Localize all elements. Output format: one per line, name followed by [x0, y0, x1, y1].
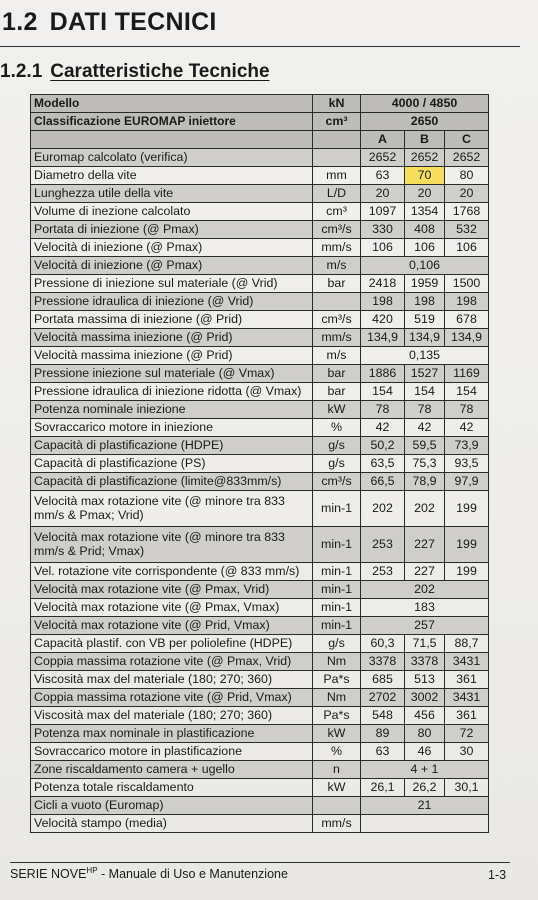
- row-label: Capacità di plastificazione (limite@833mm/s): [31, 473, 313, 491]
- row-value-a: 63: [361, 743, 405, 761]
- row-unit: Pa*s: [313, 707, 361, 725]
- row-label: Velocità max rotazione vite (@ Pmax, Vmax): [31, 599, 313, 617]
- model-unit: kN: [313, 95, 361, 113]
- row-unit: m/s: [313, 347, 361, 365]
- row-value-b: 1959: [405, 275, 445, 293]
- table-row: [31, 401, 489, 419]
- row-unit: cm³/s: [313, 473, 361, 491]
- row-value-c: 3431: [445, 653, 489, 671]
- row-value-c: 1768: [445, 203, 489, 221]
- row-value-a: 1097: [361, 203, 405, 221]
- column-c-header: C: [445, 131, 489, 149]
- row-unit: min-1: [313, 599, 361, 617]
- row-value-a: 198: [361, 293, 405, 311]
- row-value-a: 106: [361, 239, 405, 257]
- table-row: [31, 815, 489, 833]
- row-unit: n: [313, 761, 361, 779]
- row-value-c: 1500: [445, 275, 489, 293]
- row-value-b: 80: [405, 725, 445, 743]
- row-value-c: 88,7: [445, 635, 489, 653]
- row-value-c: 361: [445, 707, 489, 725]
- row-label: Potenza totale riscaldamento: [31, 779, 313, 797]
- row-value-b: 3002: [405, 689, 445, 707]
- table-row: [31, 329, 489, 347]
- row-value-a: 330: [361, 221, 405, 239]
- table-row: [31, 671, 489, 689]
- table-row: [31, 707, 489, 725]
- table-row: [31, 581, 489, 599]
- row-value-a: 78: [361, 401, 405, 419]
- table-row: [31, 347, 489, 365]
- row-value-span: 0,106: [361, 257, 489, 275]
- row-value-a: 685: [361, 671, 405, 689]
- row-value-a: 26,1: [361, 779, 405, 797]
- model-value: 4000 / 4850: [361, 95, 489, 113]
- row-label: Portata di iniezione (@ Pmax): [31, 221, 313, 239]
- row-label: Viscosità max del materiale (180; 270; 360): [31, 671, 313, 689]
- row-value-c: 93,5: [445, 455, 489, 473]
- row-value-span: 202: [361, 581, 489, 599]
- classification-unit: cm³: [313, 113, 361, 131]
- row-unit: [313, 293, 361, 311]
- technical-data-table: [30, 94, 489, 833]
- section-title: DATI TECNICI: [49, 8, 217, 36]
- row-value-c: 30: [445, 743, 489, 761]
- row-value-a: 154: [361, 383, 405, 401]
- row-value-c: 199: [445, 527, 489, 563]
- row-label: Cicli a vuoto (Euromap): [31, 797, 313, 815]
- row-unit: Nm: [313, 689, 361, 707]
- row-value-a: 89: [361, 725, 405, 743]
- table-row: [31, 365, 489, 383]
- row-value-c: 361: [445, 671, 489, 689]
- row-unit: [313, 149, 361, 167]
- table-row: [31, 725, 489, 743]
- table-row: [31, 635, 489, 653]
- row-unit: cm³/s: [313, 221, 361, 239]
- row-unit: min-1: [313, 581, 361, 599]
- section-number: 1.2: [2, 8, 38, 36]
- row-label: Pressione idraulica di iniezione ridotta (@ Vmax): [31, 383, 313, 401]
- row-label: Velocità massima iniezione (@ Prid): [31, 329, 313, 347]
- row-unit: mm/s: [313, 815, 361, 833]
- row-value-a: 60,3: [361, 635, 405, 653]
- model-label: Modello: [31, 95, 313, 113]
- row-label: Velocità max rotazione vite (@ minore tra 833 mm/s & Prid; Vmax): [31, 527, 313, 563]
- row-value-c: 532: [445, 221, 489, 239]
- row-value-span: 257: [361, 617, 489, 635]
- table-row: [31, 239, 489, 257]
- row-label: Velocità max rotazione vite (@ minore tra 833 mm/s & Pmax; Vrid): [31, 491, 313, 527]
- subsection-heading: [0, 61, 270, 83]
- table-row: [31, 311, 489, 329]
- row-value-b: 198: [405, 293, 445, 311]
- table-row: [31, 689, 489, 707]
- row-value-c: 3431: [445, 689, 489, 707]
- row-value-a: 66,5: [361, 473, 405, 491]
- row-label: Coppia massima rotazione vite (@ Pmax, Vrid): [31, 653, 313, 671]
- series-name: SERIE NOVE: [10, 867, 87, 882]
- row-value-c: 42: [445, 419, 489, 437]
- row-value-b: 71,5: [405, 635, 445, 653]
- table-row: [31, 779, 489, 797]
- row-label: Capacità di plastificazione (PS): [31, 455, 313, 473]
- row-value-c: 2652: [445, 149, 489, 167]
- row-label: Zone riscaldamento camera + ugello: [31, 761, 313, 779]
- table-row: [31, 761, 489, 779]
- row-label: Volume di inezione calcolato: [31, 203, 313, 221]
- row-value-b: 59,5: [405, 437, 445, 455]
- row-value-b: 202: [405, 491, 445, 527]
- row-value-a: 548: [361, 707, 405, 725]
- row-value-b: 3378: [405, 653, 445, 671]
- row-value-b: 227: [405, 563, 445, 581]
- row-unit: mm/s: [313, 329, 361, 347]
- row-value-a: 202: [361, 491, 405, 527]
- table-row: [31, 149, 489, 167]
- row-value-c: 199: [445, 491, 489, 527]
- row-unit: L/D: [313, 185, 361, 203]
- table-row: [31, 221, 489, 239]
- row-value-a: 3378: [361, 653, 405, 671]
- row-value-b: 456: [405, 707, 445, 725]
- row-label: Coppia massima rotazione vite (@ Prid, Vmax): [31, 689, 313, 707]
- row-unit: min-1: [313, 563, 361, 581]
- row-unit: cm³/s: [313, 311, 361, 329]
- row-label: Viscosità max del materiale (180; 270; 360): [31, 707, 313, 725]
- table-row: [31, 563, 489, 581]
- table-row: [31, 257, 489, 275]
- column-a-header: A: [361, 131, 405, 149]
- row-value-a: 63: [361, 167, 405, 185]
- row-label: Pressione idraulica di iniezione (@ Vrid): [31, 293, 313, 311]
- row-value-c: 106: [445, 239, 489, 257]
- table-row: [31, 527, 489, 563]
- row-unit: bar: [313, 365, 361, 383]
- table-row: [31, 275, 489, 293]
- row-value-c: 678: [445, 311, 489, 329]
- row-label: Potenza max nominale in plastificazione: [31, 725, 313, 743]
- row-label: Sovraccarico motore in iniezione: [31, 419, 313, 437]
- row-value-b: 1527: [405, 365, 445, 383]
- row-value-a: 63,5: [361, 455, 405, 473]
- row-value-a: 2702: [361, 689, 405, 707]
- table-row: [31, 653, 489, 671]
- row-value-a: 420: [361, 311, 405, 329]
- row-label: Velocità stampo (media): [31, 815, 313, 833]
- table-row: [31, 617, 489, 635]
- technical-data-body: [31, 95, 489, 833]
- row-value-span: 0,135: [361, 347, 489, 365]
- row-value-b: 513: [405, 671, 445, 689]
- row-value-a: 2418: [361, 275, 405, 293]
- row-value-span: 183: [361, 599, 489, 617]
- row-unit: g/s: [313, 635, 361, 653]
- row-value-a: 253: [361, 527, 405, 563]
- row-value-c: 80: [445, 167, 489, 185]
- row-unit: m/s: [313, 257, 361, 275]
- row-value-b: 42: [405, 419, 445, 437]
- row-value-b: 1354: [405, 203, 445, 221]
- table-row: [31, 455, 489, 473]
- row-label: Portata massima di iniezione (@ Prid): [31, 311, 313, 329]
- row-label: Velocità max rotazione vite (@ Prid, Vmax): [31, 617, 313, 635]
- row-value-a: 42: [361, 419, 405, 437]
- row-label: Pressione iniezione sul materiale (@ Vmax): [31, 365, 313, 383]
- page-number: 1-3: [488, 868, 507, 882]
- row-value-b: 227: [405, 527, 445, 563]
- row-unit: bar: [313, 275, 361, 293]
- row-value-b: 2652: [405, 149, 445, 167]
- row-value-a: 20: [361, 185, 405, 203]
- table-row: [31, 293, 489, 311]
- row-unit: mm/s: [313, 239, 361, 257]
- row-unit: kW: [313, 401, 361, 419]
- row-unit: min-1: [313, 491, 361, 527]
- row-value-a: 253: [361, 563, 405, 581]
- classification-value: 2650: [361, 113, 489, 131]
- row-value-c: 72: [445, 725, 489, 743]
- table-row: [31, 419, 489, 437]
- row-unit: kW: [313, 725, 361, 743]
- row-unit: Nm: [313, 653, 361, 671]
- table-row: [31, 383, 489, 401]
- row-unit: min-1: [313, 527, 361, 563]
- series-superscript: HP: [86, 866, 98, 875]
- row-unit: mm: [313, 167, 361, 185]
- row-unit: Pa*s: [313, 671, 361, 689]
- row-value-b: 26,2: [405, 779, 445, 797]
- row-label: Capacità di plastificazione (HDPE): [31, 437, 313, 455]
- table-row: [31, 185, 489, 203]
- row-unit: bar: [313, 383, 361, 401]
- row-value-b: 408: [405, 221, 445, 239]
- row-value-b: 46: [405, 743, 445, 761]
- header-row-model: [31, 95, 489, 113]
- row-value-c: 78: [445, 401, 489, 419]
- row-value-b: 106: [405, 239, 445, 257]
- row-value-a: 2652: [361, 149, 405, 167]
- section-heading: [2, 8, 217, 37]
- row-label: Velocità di iniezione (@ Pmax): [31, 239, 313, 257]
- row-value-c: 73,9: [445, 437, 489, 455]
- row-unit: %: [313, 419, 361, 437]
- table-row: [31, 203, 489, 221]
- row-unit: kW: [313, 779, 361, 797]
- subsection-number: 1.2.1: [0, 61, 43, 82]
- row-value-a: 134,9: [361, 329, 405, 347]
- row-value-span: 4 + 1: [361, 761, 489, 779]
- row-value-c: 30,1: [445, 779, 489, 797]
- header-row-columns: [31, 131, 489, 149]
- footer-title: [10, 866, 288, 881]
- subsection-title: Caratteristiche Tecniche: [50, 61, 270, 82]
- row-value-b: 134,9: [405, 329, 445, 347]
- row-value-b: 75,3: [405, 455, 445, 473]
- row-value-c: 1169: [445, 365, 489, 383]
- row-label: Velocità massima iniezione (@ Prid): [31, 347, 313, 365]
- row-value-c: 97,9: [445, 473, 489, 491]
- row-label: Potenza nominale iniezione: [31, 401, 313, 419]
- table-row: [31, 491, 489, 527]
- row-label: Capacità plastif. con VB per poliolefine (HDPE): [31, 635, 313, 653]
- row-label: Pressione di iniezione sul materiale (@ Vrid): [31, 275, 313, 293]
- row-unit: g/s: [313, 455, 361, 473]
- row-label: Vel. rotazione vite corrispondente (@ 833 mm/s): [31, 563, 313, 581]
- table-row: [31, 473, 489, 491]
- row-value-span: [361, 815, 489, 833]
- table-row: [31, 599, 489, 617]
- row-value-a: 1886: [361, 365, 405, 383]
- row-value-c: 20: [445, 185, 489, 203]
- row-value-c: 198: [445, 293, 489, 311]
- header-empty-unit: [313, 131, 361, 149]
- row-label: Velocità di iniezione (@ Pmax): [31, 257, 313, 275]
- row-unit: [313, 797, 361, 815]
- table-row: [31, 797, 489, 815]
- table-row: [31, 437, 489, 455]
- row-value-a: 50,2: [361, 437, 405, 455]
- row-unit: g/s: [313, 437, 361, 455]
- row-label: Euromap calcolato (verifica): [31, 149, 313, 167]
- row-value-c: 199: [445, 563, 489, 581]
- row-value-b: 154: [405, 383, 445, 401]
- table-row: [31, 167, 489, 185]
- row-label: Sovraccarico motore in plastificazione: [31, 743, 313, 761]
- row-label: Diametro della vite: [31, 167, 313, 185]
- row-label: Lunghezza utile della vite: [31, 185, 313, 203]
- row-value-b: 70: [405, 167, 445, 185]
- classification-label: Classificazione EUROMAP iniettore: [31, 113, 313, 131]
- row-value-c: 134,9: [445, 329, 489, 347]
- column-b-header: B: [405, 131, 445, 149]
- header-empty-cell: [31, 131, 313, 149]
- row-unit: %: [313, 743, 361, 761]
- row-value-b: 78: [405, 401, 445, 419]
- row-unit: cm³: [313, 203, 361, 221]
- row-value-c: 154: [445, 383, 489, 401]
- row-value-span: 21: [361, 797, 489, 815]
- row-value-b: 519: [405, 311, 445, 329]
- section-rule: [0, 46, 520, 47]
- footer-rule: [10, 862, 510, 863]
- row-unit: min-1: [313, 617, 361, 635]
- row-value-b: 20: [405, 185, 445, 203]
- header-row-classification: [31, 113, 489, 131]
- row-label: Velocità max rotazione vite (@ Pmax, Vrid): [31, 581, 313, 599]
- manual-name: - Manuale di Uso e Manutenzione: [97, 867, 288, 882]
- table-row: [31, 743, 489, 761]
- row-value-b: 78,9: [405, 473, 445, 491]
